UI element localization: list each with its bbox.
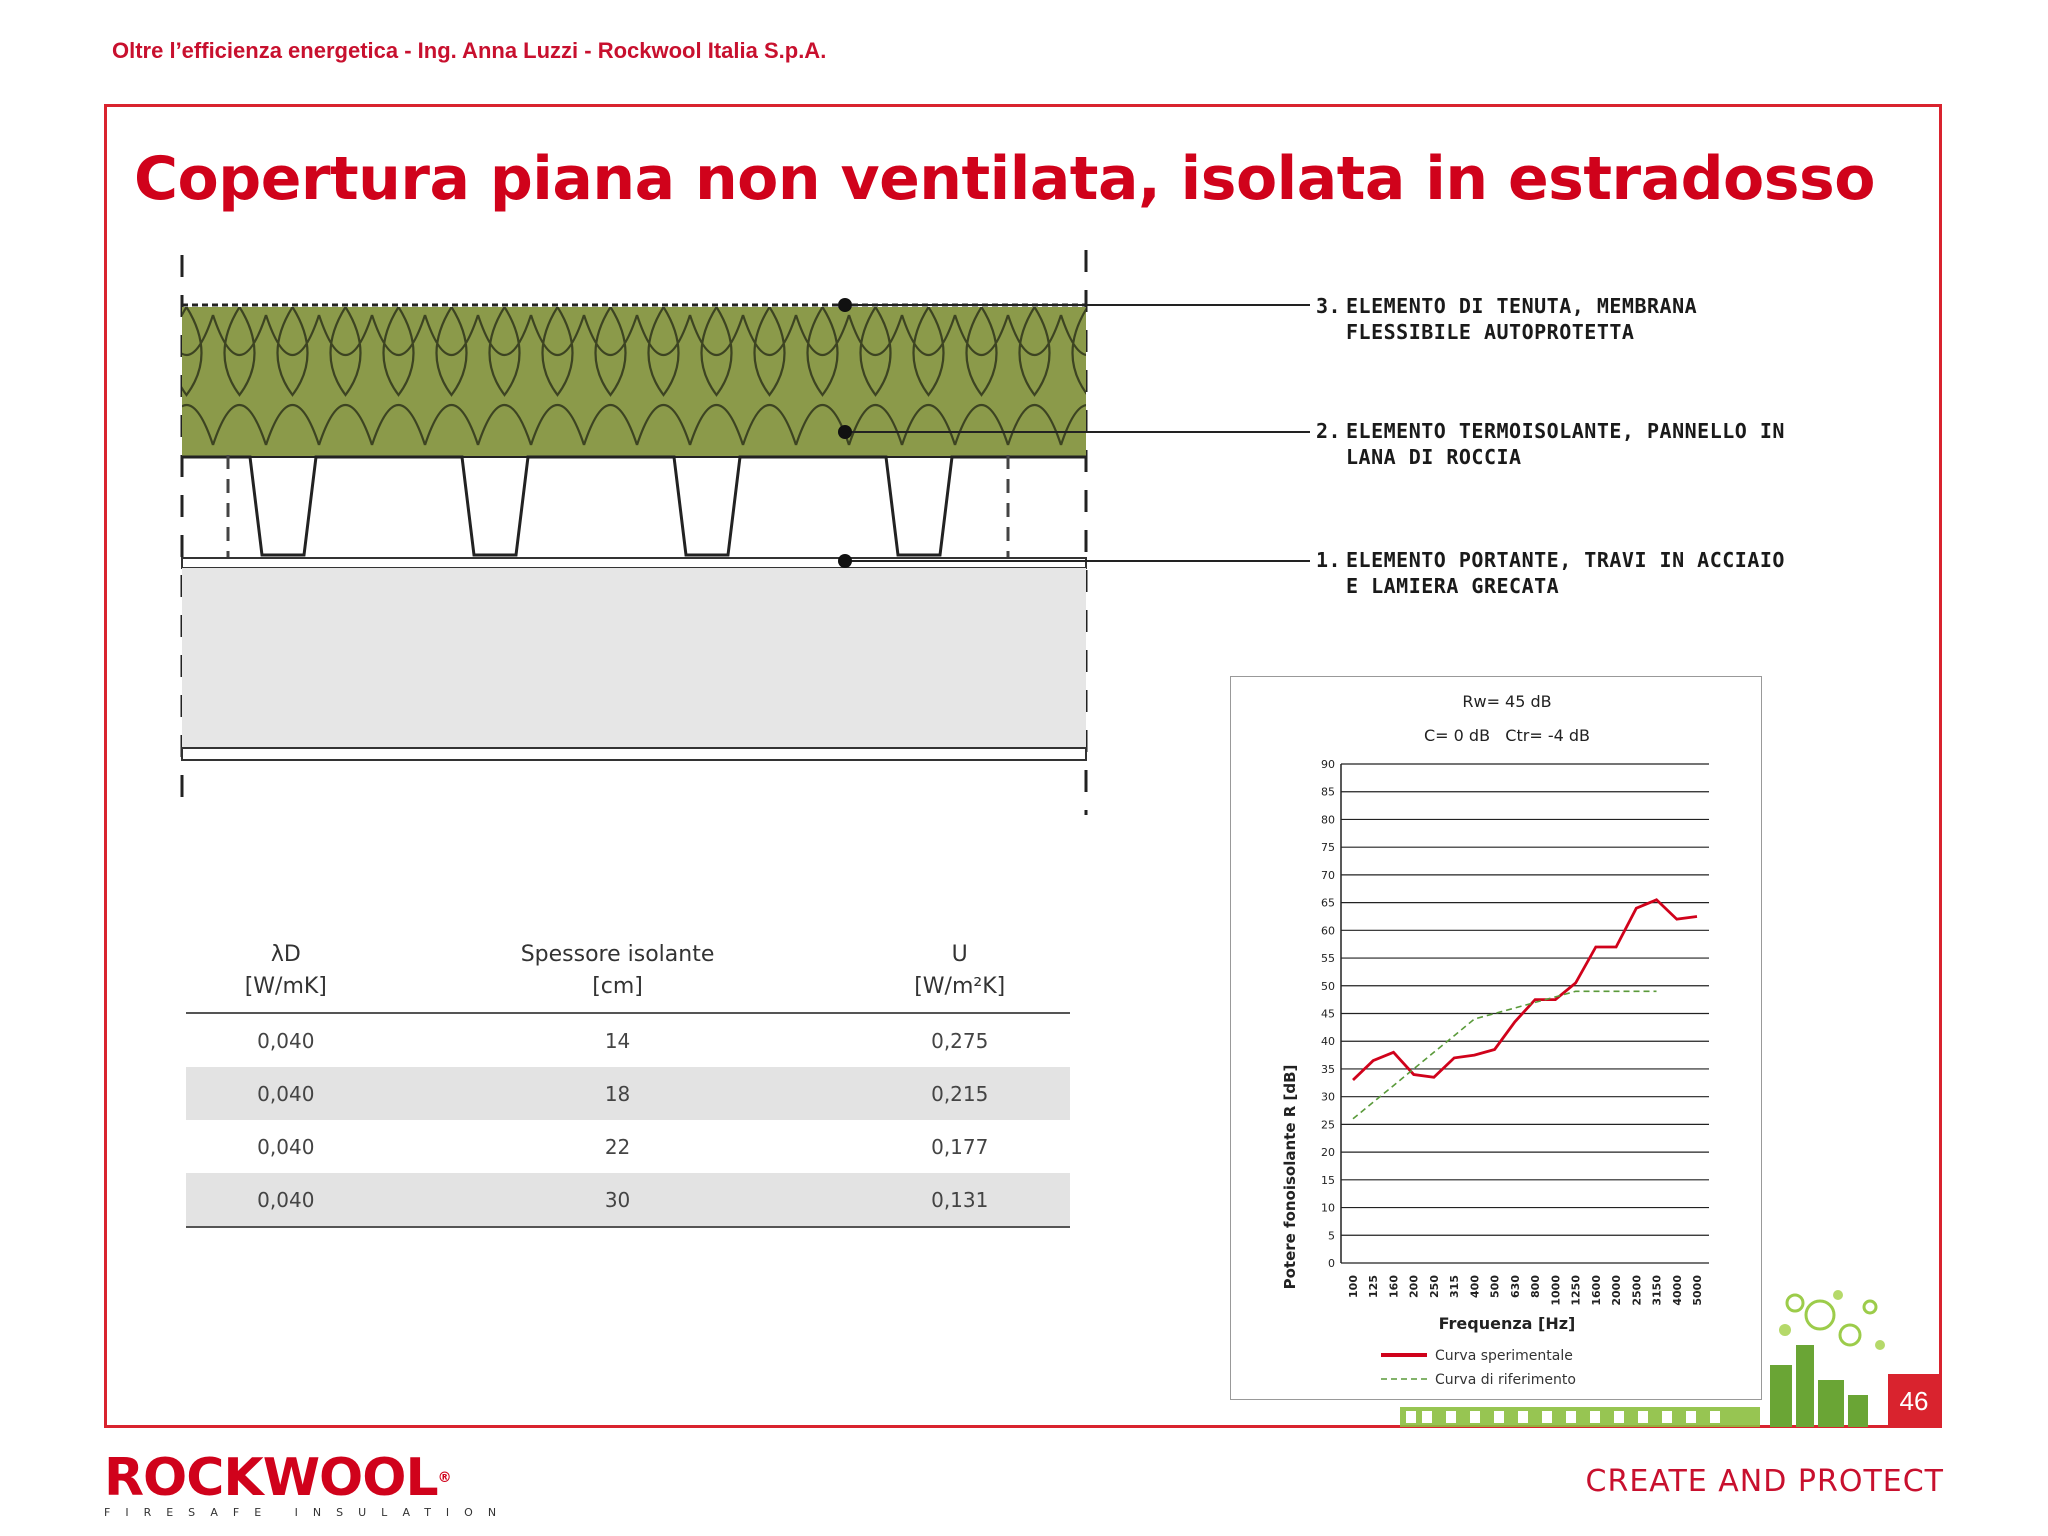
- table-row: [186, 1173, 1070, 1227]
- page-number: 46: [1888, 1374, 1940, 1428]
- x-tick-label: 160: [1387, 1275, 1401, 1298]
- table-cell: 18: [386, 1067, 850, 1120]
- slide-title: Copertura piana non ventilata, isolata in estradosso: [134, 144, 1875, 214]
- table-cell: 30: [386, 1173, 850, 1227]
- y-tick-label: 5: [1328, 1229, 1335, 1243]
- x-tick-label: 5000: [1691, 1275, 1704, 1306]
- y-tick-label: 35: [1321, 1062, 1335, 1076]
- table-row: [186, 1013, 1070, 1067]
- x-tick-label: 2000: [1610, 1275, 1624, 1306]
- x-tick-label: 100: [1347, 1275, 1360, 1298]
- series-line: [1353, 991, 1657, 1119]
- x-tick-label: 3150: [1650, 1275, 1664, 1306]
- u-value-table: [186, 930, 1070, 1228]
- y-tick-label: 0: [1328, 1257, 1335, 1270]
- y-tick-label: 75: [1321, 841, 1335, 855]
- y-tick-label: 25: [1321, 1118, 1335, 1132]
- table-cell: 0,040: [257, 1134, 315, 1159]
- y-tick-label: 15: [1321, 1173, 1335, 1187]
- x-tick-label: 800: [1529, 1275, 1543, 1298]
- legend-label: Curva sperimentale: [1435, 1348, 1573, 1364]
- y-tick-label: 65: [1321, 896, 1335, 910]
- beam-web-zone: [182, 568, 1086, 748]
- y-tick-label: 60: [1321, 924, 1335, 938]
- eco-city-svg: [1400, 1285, 1900, 1430]
- y-tick-label: 40: [1321, 1035, 1335, 1049]
- x-tick-label: 2500: [1630, 1275, 1644, 1306]
- series-line: [1353, 900, 1697, 1080]
- header-text: Oltre l’efficienza energetica - Ing. Anna Luzzi - Rockwool Italia S.p.A.: [112, 38, 827, 63]
- x-tick-label: 200: [1407, 1275, 1421, 1298]
- logo-wordmark: ROCKWOOL®: [104, 1448, 451, 1508]
- table-cell: 0,177: [931, 1134, 989, 1159]
- table-cell: 0,040: [257, 1028, 315, 1053]
- y-tick-labels: [1321, 758, 1335, 1270]
- x-tick-label: 250: [1427, 1275, 1441, 1298]
- x-tick-label: 4000: [1670, 1275, 1684, 1306]
- table-cell: 0,040: [186, 1067, 386, 1120]
- x-tick-label: 500: [1488, 1275, 1502, 1298]
- x-tick-label: 315: [1448, 1275, 1462, 1298]
- x-tick-label: 1250: [1569, 1275, 1583, 1306]
- y-tick-label: 85: [1321, 785, 1335, 799]
- callout-insulation: 2. ELEMENTO TERMOISOLANTE, PANNELLO IN LANA DI ROCCIA: [1316, 419, 1785, 469]
- table-cell: 0,215: [849, 1067, 1070, 1120]
- y-tick-label: 10: [1321, 1201, 1335, 1215]
- rockwool-logo: [104, 1448, 512, 1519]
- x-tick-label: 125: [1367, 1275, 1381, 1298]
- chart-subtitle: C= 0 dB Ctr= -4 dB: [1423, 726, 1591, 745]
- x-tick-label: 400: [1468, 1275, 1482, 1298]
- y-tick-label: 50: [1321, 979, 1335, 993]
- y-tick-label: 90: [1321, 758, 1335, 771]
- table-cell: 0,131: [849, 1173, 1070, 1227]
- header-lambda: λD [W/mK]: [186, 930, 386, 1013]
- chart-grid: [1341, 764, 1709, 1263]
- legend-label: Curva di riferimento: [1435, 1372, 1576, 1388]
- header-thickness: Spessore isolante [cm]: [386, 930, 850, 1013]
- y-tick-label: 55: [1321, 952, 1335, 966]
- eco-city-illustration: [1400, 1285, 1900, 1430]
- callout-structure: 1. ELEMENTO PORTANTE, TRAVI IN ACCIAIO E LAMIERA GRECATA: [1316, 548, 1785, 598]
- x-tick-label: 1000: [1549, 1275, 1563, 1306]
- steel-deck-profile: [182, 457, 1086, 555]
- table-cell: 0,040: [186, 1173, 386, 1227]
- y-tick-label: 70: [1321, 868, 1335, 882]
- y-axis-label: Potere fonoisolante R [dB]: [1281, 1064, 1299, 1290]
- callout-membrane: 3. ELEMENTO DI TENUTA, MEMBRANA FLESSIBILE AUTOPROTETTA: [1316, 294, 1698, 344]
- beam-flange-bottom: [182, 748, 1086, 760]
- y-tick-label: 20: [1321, 1146, 1335, 1160]
- table-row: [186, 1067, 1070, 1120]
- beam-flange-top: [182, 558, 1086, 568]
- x-axis-label: Frequenza [Hz]: [1438, 1314, 1576, 1333]
- x-tick-label: 1600: [1589, 1275, 1603, 1306]
- table-cell: 14: [604, 1028, 631, 1053]
- table-row: [186, 1120, 1070, 1173]
- chart-series: [1353, 900, 1697, 1119]
- chart-title: Rw= 45 dB: [1462, 692, 1552, 711]
- slogan: CREATE AND PROTECT: [1585, 1464, 1944, 1499]
- table-header-row: [186, 930, 1070, 1013]
- x-tick-label: 630: [1508, 1275, 1522, 1298]
- y-tick-label: 30: [1321, 1090, 1335, 1104]
- y-tick-label: 80: [1321, 813, 1335, 827]
- header-u: U [W/m²K]: [849, 930, 1070, 1013]
- y-tick-label: 45: [1321, 1007, 1335, 1021]
- table-cell: 22: [604, 1134, 631, 1159]
- table-cell: 0,275: [931, 1028, 989, 1053]
- logo-tagline: FIRESAFE INSULATION: [104, 1506, 512, 1519]
